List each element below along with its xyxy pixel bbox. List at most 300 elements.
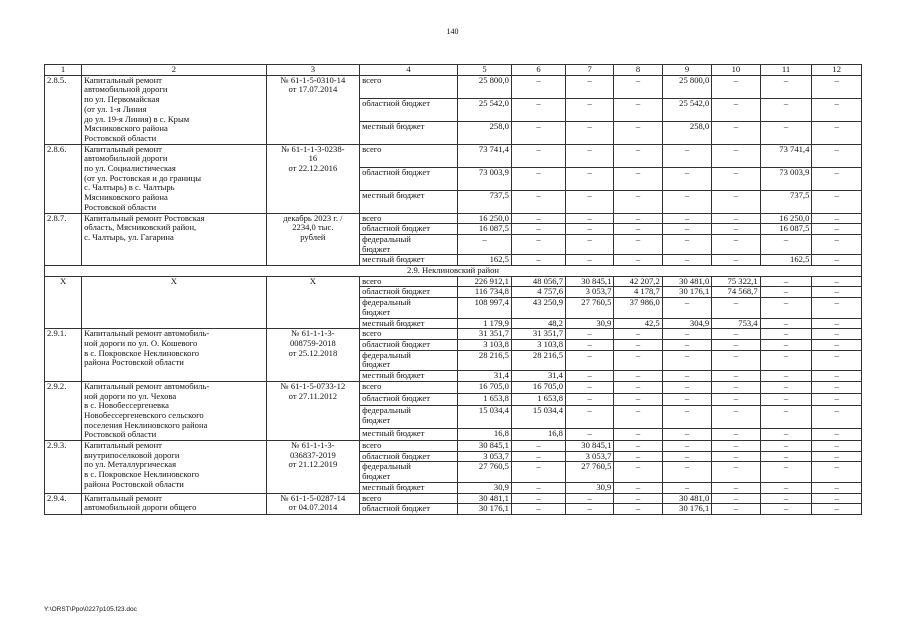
item-number: 2.8.5. bbox=[45, 75, 82, 144]
item-name: Капитальный ремонт внутрипоселковой дороги по ул. Металлургическая в с. Покровское Неклиновского района Ростовской области bbox=[82, 441, 267, 494]
column-header-12: 12 bbox=[812, 65, 862, 76]
item-document: Х bbox=[266, 276, 359, 329]
value-cell: 258,0 bbox=[457, 121, 511, 144]
value-cell: 3 053,7 bbox=[457, 451, 511, 462]
value-cell: – bbox=[614, 213, 662, 224]
value-cell: – bbox=[760, 493, 812, 504]
value-cell: 3 053,7 bbox=[565, 287, 613, 298]
value-cell: 16 250,0 bbox=[760, 213, 812, 224]
value-cell: – bbox=[511, 482, 565, 493]
value-cell: – bbox=[712, 428, 760, 440]
value-cell: – bbox=[812, 493, 862, 504]
value-cell: – bbox=[712, 298, 760, 318]
value-cell: – bbox=[565, 371, 613, 382]
value-cell: 74 568,7 bbox=[712, 287, 760, 298]
value-cell: – bbox=[565, 190, 613, 213]
table-row bbox=[45, 493, 862, 504]
column-header-3: 3 bbox=[266, 65, 359, 76]
value-cell: – bbox=[760, 451, 812, 462]
value-cell: – bbox=[614, 504, 662, 515]
funding-source: всего bbox=[360, 276, 458, 287]
value-cell: – bbox=[812, 405, 862, 428]
value-cell: – bbox=[812, 224, 862, 235]
section-title: 2.9. Неклиновский район bbox=[45, 266, 862, 277]
value-cell: – bbox=[614, 381, 662, 393]
value-cell: – bbox=[812, 255, 862, 266]
value-cell: 25 542,0 bbox=[457, 98, 511, 121]
value-cell: 48,2 bbox=[511, 318, 565, 329]
item-name: Капитальный ремонт автомобильной дороги по ул. Социалистическая (от ул. Ростовская и до границы с. Чалтырь) в с. Чалтырь Мясниковского района Ростовской области bbox=[82, 144, 267, 213]
value-cell: – bbox=[511, 493, 565, 504]
value-cell: 25 542,0 bbox=[662, 98, 712, 121]
value-cell: 16 087,5 bbox=[760, 224, 812, 235]
value-cell: – bbox=[614, 98, 662, 121]
value-cell: – bbox=[812, 298, 862, 318]
value-cell: – bbox=[760, 287, 812, 298]
value-cell: – bbox=[662, 371, 712, 382]
item-name: Капитальный ремонт Ростовская область, Мясниковский район, с. Чалтырь, ул. Гагарина bbox=[82, 213, 267, 266]
value-cell: – bbox=[712, 350, 760, 370]
value-cell: 43 250,9 bbox=[511, 298, 565, 318]
value-cell: – bbox=[812, 144, 862, 167]
table-row bbox=[45, 381, 862, 393]
value-cell: – bbox=[812, 213, 862, 224]
value-cell: 108 997,4 bbox=[457, 298, 511, 318]
funding-source: всего bbox=[360, 144, 458, 167]
value-cell: – bbox=[662, 224, 712, 235]
value-cell: – bbox=[511, 504, 565, 515]
value-cell: 258,0 bbox=[662, 121, 712, 144]
value-cell: – bbox=[760, 329, 812, 340]
value-cell: 16,8 bbox=[457, 428, 511, 440]
value-cell: 27 760,5 bbox=[565, 298, 613, 318]
table-row bbox=[45, 441, 862, 452]
value-cell: – bbox=[614, 234, 662, 254]
column-header-11: 11 bbox=[760, 65, 812, 76]
value-cell: – bbox=[812, 190, 862, 213]
value-cell: – bbox=[511, 255, 565, 266]
item-number: 2.9.1. bbox=[45, 329, 82, 382]
item-document: № 61-1-5-0310-14 от 17.07.2014 bbox=[266, 75, 359, 144]
value-cell: – bbox=[712, 329, 760, 340]
value-cell: – bbox=[760, 371, 812, 382]
value-cell: – bbox=[662, 167, 712, 190]
value-cell: – bbox=[614, 451, 662, 462]
value-cell: – bbox=[511, 462, 565, 482]
value-cell: – bbox=[812, 167, 862, 190]
value-cell: 30,9 bbox=[565, 482, 613, 493]
item-document: № 61-1-5-0733-12 от 27.11.2012 bbox=[266, 381, 359, 440]
value-cell: – bbox=[812, 98, 862, 121]
value-cell: – bbox=[565, 393, 613, 405]
value-cell: – bbox=[565, 75, 613, 98]
value-cell: 30 845,1 bbox=[565, 441, 613, 452]
value-cell: – bbox=[812, 234, 862, 254]
value-cell: – bbox=[812, 329, 862, 340]
value-cell: – bbox=[812, 393, 862, 405]
value-cell: – bbox=[760, 462, 812, 482]
value-cell: – bbox=[760, 350, 812, 370]
value-cell: 737,5 bbox=[457, 190, 511, 213]
value-cell: – bbox=[812, 318, 862, 329]
value-cell: – bbox=[760, 482, 812, 493]
page-number: 140 bbox=[446, 27, 459, 36]
value-cell: 16 705,0 bbox=[457, 381, 511, 393]
funding-source: всего bbox=[360, 441, 458, 452]
value-cell: – bbox=[565, 350, 613, 370]
column-header-6: 6 bbox=[511, 65, 565, 76]
value-cell: – bbox=[511, 441, 565, 452]
value-cell: 73 003,9 bbox=[457, 167, 511, 190]
footer-path: Y:\ORST\Ppo\0227p105.f23.doc bbox=[44, 606, 137, 613]
header-row bbox=[45, 65, 862, 76]
funding-source: местный бюджет bbox=[360, 482, 458, 493]
value-cell: – bbox=[712, 405, 760, 428]
value-cell: 42,5 bbox=[614, 318, 662, 329]
funding-source: федеральный бюджет bbox=[360, 298, 458, 318]
value-cell: 30,9 bbox=[457, 482, 511, 493]
value-cell: 4 178,7 bbox=[614, 287, 662, 298]
value-cell: 304,9 bbox=[662, 318, 712, 329]
value-cell: – bbox=[812, 350, 862, 370]
funding-source: областной бюджет bbox=[360, 167, 458, 190]
value-cell: – bbox=[565, 167, 613, 190]
value-cell: 162,5 bbox=[760, 255, 812, 266]
value-cell: – bbox=[662, 381, 712, 393]
value-cell: – bbox=[760, 339, 812, 350]
value-cell: – bbox=[712, 213, 760, 224]
value-cell: – bbox=[565, 339, 613, 350]
funding-source: областной бюджет bbox=[360, 451, 458, 462]
value-cell: – bbox=[662, 234, 712, 254]
value-cell: – bbox=[511, 451, 565, 462]
funding-source: всего bbox=[360, 213, 458, 224]
value-cell: – bbox=[760, 393, 812, 405]
item-document: № 61-1-1-3-0238- 16 от 22.12.2016 bbox=[266, 144, 359, 213]
value-cell: – bbox=[662, 482, 712, 493]
value-cell: – bbox=[662, 339, 712, 350]
value-cell: – bbox=[614, 405, 662, 428]
value-cell: – bbox=[760, 381, 812, 393]
value-cell: 73 741,4 bbox=[760, 144, 812, 167]
value-cell: 737,5 bbox=[760, 190, 812, 213]
value-cell: – bbox=[614, 350, 662, 370]
value-cell: 30 176,1 bbox=[662, 287, 712, 298]
value-cell: – bbox=[565, 121, 613, 144]
column-header-8: 8 bbox=[614, 65, 662, 76]
value-cell: – bbox=[812, 482, 862, 493]
funding-source: областной бюджет bbox=[360, 504, 458, 515]
funding-source: федеральный бюджет bbox=[360, 405, 458, 428]
funding-source: местный бюджет bbox=[360, 371, 458, 382]
item-number: 2.9.3. bbox=[45, 441, 82, 494]
value-cell: 15 034,4 bbox=[457, 405, 511, 428]
value-cell: – bbox=[760, 441, 812, 452]
value-cell: – bbox=[760, 121, 812, 144]
value-cell: – bbox=[662, 213, 712, 224]
value-cell: 4 757,6 bbox=[511, 287, 565, 298]
value-cell: – bbox=[812, 276, 862, 287]
value-cell: – bbox=[712, 451, 760, 462]
value-cell: – bbox=[760, 504, 812, 515]
value-cell: – bbox=[712, 441, 760, 452]
value-cell: – bbox=[511, 167, 565, 190]
value-cell: – bbox=[812, 121, 862, 144]
value-cell: – bbox=[511, 98, 565, 121]
value-cell: 30,9 bbox=[565, 318, 613, 329]
funding-source: всего bbox=[360, 493, 458, 504]
value-cell: 162,5 bbox=[457, 255, 511, 266]
funding-source: всего bbox=[360, 75, 458, 98]
value-cell: – bbox=[614, 75, 662, 98]
item-name: Х bbox=[82, 276, 267, 329]
table-row bbox=[45, 75, 862, 98]
value-cell: – bbox=[565, 98, 613, 121]
funding-source: местный бюджет bbox=[360, 428, 458, 440]
value-cell: – bbox=[511, 121, 565, 144]
value-cell: – bbox=[614, 371, 662, 382]
value-cell: 3 053,7 bbox=[565, 451, 613, 462]
value-cell: 31 351,7 bbox=[457, 329, 511, 340]
value-cell: 42 207,2 bbox=[614, 276, 662, 287]
table-row bbox=[45, 213, 862, 224]
value-cell: – bbox=[565, 234, 613, 254]
value-cell: – bbox=[812, 462, 862, 482]
value-cell: – bbox=[662, 441, 712, 452]
value-cell: – bbox=[812, 287, 862, 298]
value-cell: – bbox=[662, 298, 712, 318]
value-cell: – bbox=[760, 234, 812, 254]
value-cell: 30 176,1 bbox=[457, 504, 511, 515]
column-header-1: 1 bbox=[45, 65, 82, 76]
value-cell: – bbox=[712, 121, 760, 144]
value-cell: – bbox=[614, 428, 662, 440]
funding-source: федеральный бюджет bbox=[360, 234, 458, 254]
value-cell: – bbox=[812, 339, 862, 350]
value-cell: – bbox=[511, 75, 565, 98]
value-cell: – bbox=[457, 234, 511, 254]
value-cell: – bbox=[812, 441, 862, 452]
table-row bbox=[45, 276, 862, 287]
value-cell: – bbox=[760, 318, 812, 329]
column-header-4: 4 bbox=[360, 65, 458, 76]
value-cell: 73 003,9 bbox=[760, 167, 812, 190]
value-cell: 27 760,5 bbox=[457, 462, 511, 482]
value-cell: 30 845,1 bbox=[457, 441, 511, 452]
value-cell: 1 653,8 bbox=[511, 393, 565, 405]
value-cell: – bbox=[712, 381, 760, 393]
item-document: № 61-1-5-0287-14 от 04.07.2014 bbox=[266, 493, 359, 514]
value-cell: 1 179,9 bbox=[457, 318, 511, 329]
value-cell: 75 322,1 bbox=[712, 276, 760, 287]
funding-source: всего bbox=[360, 329, 458, 340]
value-cell: – bbox=[565, 224, 613, 235]
funding-source: местный бюджет bbox=[360, 255, 458, 266]
value-cell: – bbox=[662, 451, 712, 462]
funding-source: местный бюджет bbox=[360, 190, 458, 213]
value-cell: – bbox=[760, 98, 812, 121]
item-name: Капитальный ремонт автомобиль- ной дороги по ул. О. Кошевого в с. Покровское Неклиновского района Ростовской области bbox=[82, 329, 267, 382]
value-cell: – bbox=[760, 405, 812, 428]
column-header-7: 7 bbox=[565, 65, 613, 76]
value-cell: – bbox=[662, 190, 712, 213]
value-cell: – bbox=[614, 167, 662, 190]
value-cell: – bbox=[812, 381, 862, 393]
value-cell: – bbox=[614, 493, 662, 504]
funding-source: местный бюджет bbox=[360, 121, 458, 144]
budget-table bbox=[44, 64, 862, 515]
column-header-10: 10 bbox=[712, 65, 760, 76]
value-cell: – bbox=[712, 75, 760, 98]
funding-source: областной бюджет bbox=[360, 224, 458, 235]
value-cell: 3 103,8 bbox=[457, 339, 511, 350]
value-cell: – bbox=[565, 504, 613, 515]
funding-source: областной бюджет bbox=[360, 393, 458, 405]
value-cell: – bbox=[712, 393, 760, 405]
value-cell: 28 216,5 bbox=[457, 350, 511, 370]
funding-source: областной бюджет bbox=[360, 98, 458, 121]
value-cell: – bbox=[662, 144, 712, 167]
value-cell: – bbox=[712, 339, 760, 350]
value-cell: – bbox=[614, 224, 662, 235]
value-cell: 73 741,4 bbox=[457, 144, 511, 167]
value-cell: – bbox=[614, 121, 662, 144]
item-document: № 61-1-1-3- 008759-2018 от 25.12.2018 bbox=[266, 329, 359, 382]
column-header-9: 9 bbox=[662, 65, 712, 76]
value-cell: 753,4 bbox=[712, 318, 760, 329]
value-cell: – bbox=[565, 428, 613, 440]
value-cell: – bbox=[565, 405, 613, 428]
item-number: 2.9.4. bbox=[45, 493, 82, 514]
item-number: Х bbox=[45, 276, 82, 329]
value-cell: – bbox=[760, 428, 812, 440]
value-cell: – bbox=[662, 428, 712, 440]
value-cell: – bbox=[511, 224, 565, 235]
value-cell: – bbox=[712, 224, 760, 235]
value-cell: – bbox=[565, 381, 613, 393]
value-cell: 30 481,1 bbox=[457, 493, 511, 504]
value-cell: – bbox=[712, 462, 760, 482]
value-cell: – bbox=[511, 144, 565, 167]
item-number: 2.8.7. bbox=[45, 213, 82, 266]
value-cell: – bbox=[614, 339, 662, 350]
value-cell: 16 087,5 bbox=[457, 224, 511, 235]
value-cell: – bbox=[760, 75, 812, 98]
table-row bbox=[45, 329, 862, 340]
value-cell: – bbox=[712, 98, 760, 121]
value-cell: 116 734,8 bbox=[457, 287, 511, 298]
funding-source: областной бюджет bbox=[360, 339, 458, 350]
value-cell: – bbox=[662, 255, 712, 266]
value-cell: – bbox=[614, 144, 662, 167]
value-cell: – bbox=[712, 255, 760, 266]
value-cell: – bbox=[614, 482, 662, 493]
value-cell: 30 176,1 bbox=[662, 504, 712, 515]
value-cell: – bbox=[614, 462, 662, 482]
value-cell: – bbox=[511, 213, 565, 224]
value-cell: 226 912,1 bbox=[457, 276, 511, 287]
value-cell: – bbox=[712, 167, 760, 190]
value-cell: 28 216,5 bbox=[511, 350, 565, 370]
value-cell: 16 705,0 bbox=[511, 381, 565, 393]
table-row bbox=[45, 144, 862, 167]
value-cell: 3 103,8 bbox=[511, 339, 565, 350]
value-cell: 48 056,7 bbox=[511, 276, 565, 287]
value-cell: – bbox=[712, 371, 760, 382]
value-cell: – bbox=[565, 493, 613, 504]
value-cell: – bbox=[614, 190, 662, 213]
value-cell: – bbox=[712, 144, 760, 167]
value-cell: 31,4 bbox=[511, 371, 565, 382]
value-cell: – bbox=[712, 190, 760, 213]
value-cell: – bbox=[662, 393, 712, 405]
value-cell: – bbox=[712, 493, 760, 504]
value-cell: – bbox=[812, 371, 862, 382]
value-cell: – bbox=[662, 405, 712, 428]
value-cell: 31,4 bbox=[457, 371, 511, 382]
item-name: Капитальный ремонт автомобиль- ной дороги по ул. Чехова в с. Новобессергеневка Новобессергеневского сельского поселения Неклиновского района Ростовской области bbox=[82, 381, 267, 440]
value-cell: – bbox=[760, 276, 812, 287]
value-cell: – bbox=[812, 504, 862, 515]
funding-source: федеральный бюджет bbox=[360, 462, 458, 482]
column-header-2: 2 bbox=[82, 65, 267, 76]
value-cell: – bbox=[614, 255, 662, 266]
value-cell: – bbox=[712, 482, 760, 493]
column-header-5: 5 bbox=[457, 65, 511, 76]
value-cell: 30 845,1 bbox=[565, 276, 613, 287]
value-cell: – bbox=[511, 234, 565, 254]
value-cell: – bbox=[565, 329, 613, 340]
item-name: Капитальный ремонт автомобильной дороги общего bbox=[82, 493, 267, 514]
value-cell: – bbox=[614, 393, 662, 405]
item-name: Капитальный ремонт автомобильной дороги по ул. Первомайская (от ул. 1-я Линия до ул. 19-я Линия) в с. Крым Мясниковского района Ростовской области bbox=[82, 75, 267, 144]
value-cell: – bbox=[565, 144, 613, 167]
value-cell: – bbox=[712, 234, 760, 254]
value-cell: 31 351,7 bbox=[511, 329, 565, 340]
value-cell: 1 653,8 bbox=[457, 393, 511, 405]
funding-source: местный бюджет bbox=[360, 318, 458, 329]
value-cell: 25 800,0 bbox=[662, 75, 712, 98]
value-cell: 30 481,0 bbox=[662, 276, 712, 287]
value-cell: 30 481,0 bbox=[662, 493, 712, 504]
item-document: № 61-1-1-3- 036837-2019 от 21.12.2019 bbox=[266, 441, 359, 494]
value-cell: – bbox=[614, 441, 662, 452]
value-cell: – bbox=[565, 255, 613, 266]
value-cell: 16 250,0 bbox=[457, 213, 511, 224]
value-cell: – bbox=[662, 350, 712, 370]
item-document: декабрь 2023 г. / 2234,0 тыс. рублей bbox=[266, 213, 359, 266]
value-cell: 15 034,4 bbox=[511, 405, 565, 428]
value-cell: – bbox=[662, 462, 712, 482]
item-number: 2.8.6. bbox=[45, 144, 82, 213]
value-cell: – bbox=[812, 451, 862, 462]
value-cell: – bbox=[614, 329, 662, 340]
value-cell: 16,8 bbox=[511, 428, 565, 440]
value-cell: – bbox=[662, 329, 712, 340]
section-row bbox=[45, 266, 862, 277]
value-cell: 37 986,0 bbox=[614, 298, 662, 318]
value-cell: – bbox=[511, 190, 565, 213]
funding-source: областной бюджет bbox=[360, 287, 458, 298]
value-cell: 27 760,5 bbox=[565, 462, 613, 482]
value-cell: – bbox=[565, 213, 613, 224]
value-cell: 25 800,0 bbox=[457, 75, 511, 98]
value-cell: – bbox=[812, 428, 862, 440]
item-number: 2.9.2. bbox=[45, 381, 82, 440]
value-cell: – bbox=[712, 504, 760, 515]
funding-source: федеральный бюджет bbox=[360, 350, 458, 370]
value-cell: – bbox=[760, 298, 812, 318]
